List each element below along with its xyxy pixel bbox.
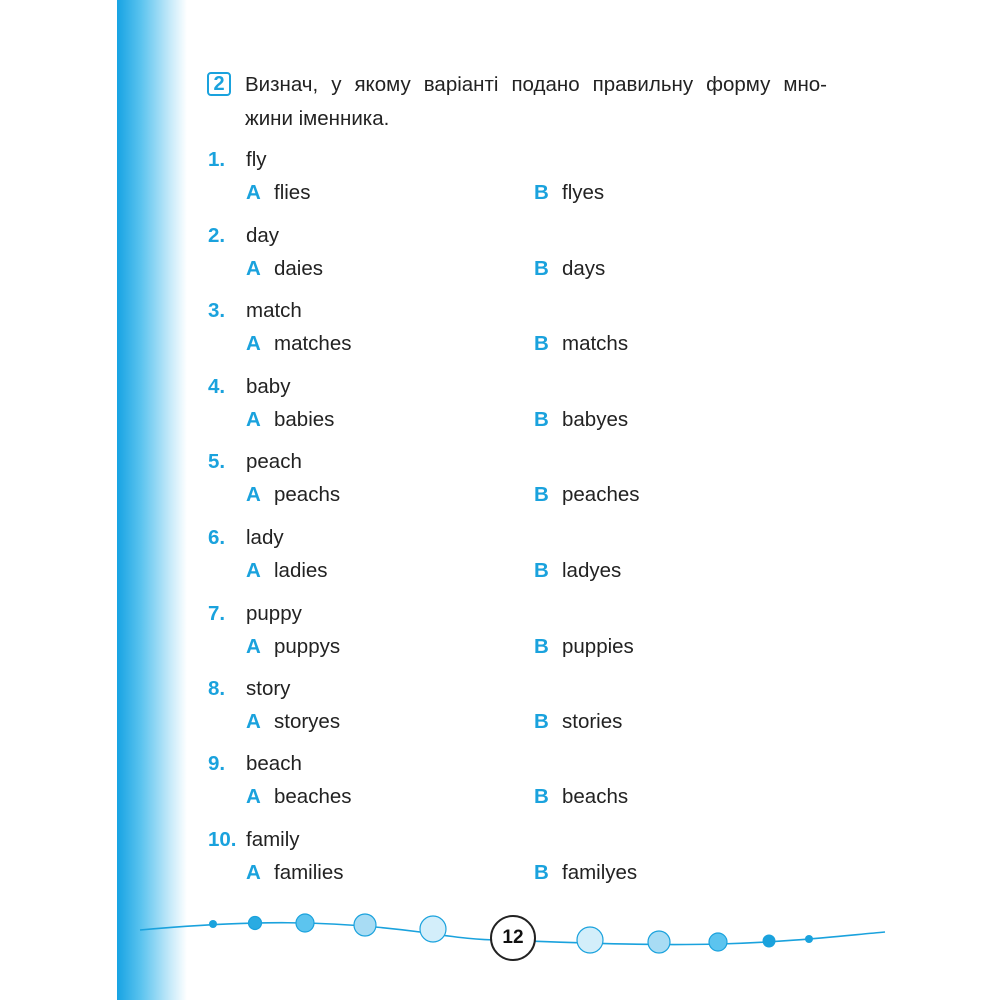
option-b-text[interactable]: ladyes bbox=[562, 559, 622, 582]
instruction-line-1: Визнач, у якому варіанті подано правильну форму мно- bbox=[245, 73, 827, 96]
option-a-text[interactable]: families bbox=[274, 861, 344, 884]
item-word: family bbox=[246, 828, 300, 851]
option-a-letter: A bbox=[246, 332, 261, 355]
item-word: match bbox=[246, 299, 302, 322]
option-a-letter: A bbox=[246, 559, 261, 582]
option-b-letter: B bbox=[534, 483, 549, 506]
option-b-text[interactable]: peaches bbox=[562, 483, 640, 506]
item-word: baby bbox=[246, 375, 291, 398]
option-a-letter: A bbox=[246, 785, 261, 808]
exercise-item bbox=[0, 450, 1000, 520]
option-b-text[interactable]: days bbox=[562, 257, 606, 280]
exercise-item bbox=[0, 224, 1000, 294]
option-b-text[interactable]: babyes bbox=[562, 408, 629, 431]
exercise-item bbox=[0, 677, 1000, 747]
option-a-text[interactable]: peachs bbox=[274, 483, 341, 506]
option-a-text[interactable]: babies bbox=[274, 408, 335, 431]
option-b-letter: B bbox=[534, 408, 549, 431]
exercise-item bbox=[0, 526, 1000, 596]
option-b-letter: B bbox=[534, 181, 549, 204]
footer-dot bbox=[763, 935, 776, 948]
item-number: 9. bbox=[208, 752, 226, 775]
exercise-item bbox=[0, 828, 1000, 898]
option-b-letter: B bbox=[534, 785, 549, 808]
footer-dot bbox=[709, 933, 727, 951]
item-number: 6. bbox=[208, 526, 226, 549]
item-word: puppy bbox=[246, 602, 302, 625]
option-a-letter: A bbox=[246, 483, 261, 506]
option-a-letter: A bbox=[246, 408, 261, 431]
item-number: 3. bbox=[208, 299, 226, 322]
option-b-text[interactable]: beachs bbox=[562, 785, 629, 808]
exercise-item bbox=[0, 375, 1000, 445]
instruction-line-2: жини іменника. bbox=[245, 107, 390, 130]
option-b-text[interactable]: stories bbox=[562, 710, 623, 733]
option-b-letter: B bbox=[534, 257, 549, 280]
task-instruction bbox=[207, 68, 827, 136]
footer-dot bbox=[209, 920, 217, 928]
option-a-text[interactable]: matches bbox=[274, 332, 352, 355]
option-a-text[interactable]: flies bbox=[274, 181, 311, 204]
item-number: 10. bbox=[208, 828, 237, 851]
option-a-letter: A bbox=[246, 181, 261, 204]
exercise-item bbox=[0, 602, 1000, 672]
item-word: beach bbox=[246, 752, 302, 775]
footer-dot bbox=[354, 914, 376, 936]
option-b-text[interactable]: matchs bbox=[562, 332, 629, 355]
option-a-letter: A bbox=[246, 710, 261, 733]
option-b-letter: B bbox=[534, 635, 549, 658]
item-word: fly bbox=[246, 148, 267, 171]
option-a-text[interactable]: daies bbox=[274, 257, 324, 280]
task-header bbox=[207, 68, 827, 136]
option-b-text[interactable]: familyes bbox=[562, 861, 638, 884]
option-b-letter: B bbox=[534, 710, 549, 733]
option-a-text[interactable]: beaches bbox=[274, 785, 352, 808]
item-number: 4. bbox=[208, 375, 226, 398]
exercise-item bbox=[0, 148, 1000, 218]
exercise-item bbox=[0, 299, 1000, 369]
option-a-text[interactable]: ladies bbox=[274, 559, 328, 582]
task-number-badge: 2 bbox=[207, 72, 231, 96]
footer-dot bbox=[577, 927, 603, 953]
footer-dot bbox=[648, 931, 670, 953]
footer-dot bbox=[420, 916, 446, 942]
item-number: 1. bbox=[208, 148, 226, 171]
option-b-letter: B bbox=[534, 559, 549, 582]
option-b-text[interactable]: flyes bbox=[562, 181, 605, 204]
item-word: lady bbox=[246, 526, 284, 549]
option-a-text[interactable]: storyes bbox=[274, 710, 341, 733]
footer-dot bbox=[296, 914, 314, 932]
footer-dot bbox=[805, 935, 813, 943]
item-word: day bbox=[246, 224, 280, 247]
option-a-letter: A bbox=[246, 861, 261, 884]
item-word: story bbox=[246, 677, 291, 700]
option-b-letter: B bbox=[534, 332, 549, 355]
page-number: 12 bbox=[490, 915, 536, 961]
item-word: peach bbox=[246, 450, 302, 473]
option-b-letter: B bbox=[534, 861, 549, 884]
item-number: 8. bbox=[208, 677, 226, 700]
option-a-text[interactable]: puppys bbox=[274, 635, 341, 658]
exercise-item bbox=[0, 752, 1000, 822]
footer-dot bbox=[249, 917, 262, 930]
item-number: 7. bbox=[208, 602, 226, 625]
item-number: 5. bbox=[208, 450, 226, 473]
item-number: 2. bbox=[208, 224, 226, 247]
option-a-letter: A bbox=[246, 257, 261, 280]
option-b-text[interactable]: puppies bbox=[562, 635, 634, 658]
option-a-letter: A bbox=[246, 635, 261, 658]
